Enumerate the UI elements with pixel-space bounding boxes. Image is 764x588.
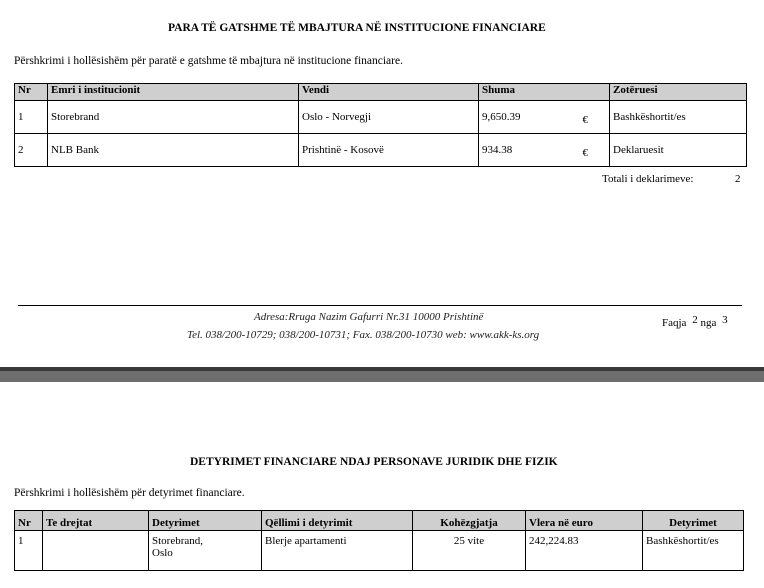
column-header-obligations: Detyrimet	[149, 511, 262, 531]
section-description-liabilities: Përshkrimi i hollësishëm për detyrimet financiare.	[14, 487, 245, 499]
row-owner: Deklaruesit	[610, 134, 747, 167]
total-label: Totali i deklarimeve:	[602, 173, 694, 185]
section-description-cash: Përshkrimi i hollësishëm për paratë e gatshme të mbajtura në institucione financiare.	[14, 55, 403, 67]
footer-address: Adresa:Rruga Nazim Gafurri Nr.31 10000 Prishtinë	[254, 311, 484, 323]
column-header-nr: Nr	[15, 511, 43, 531]
row-country: Prishtinë - Kosovë	[299, 134, 479, 167]
row-duration: 25 vite	[413, 531, 526, 571]
column-header-nr: Nr	[15, 84, 48, 101]
page-total: 3	[722, 314, 728, 326]
row-holder: Bashkëshortit/es	[643, 531, 744, 571]
row-amount: 9,650.39	[482, 111, 521, 123]
column-header-rights: Te drejtat	[43, 511, 149, 531]
row-institution: NLB Bank	[48, 134, 299, 167]
table-row	[15, 531, 744, 571]
table-row	[15, 101, 747, 134]
row-currency: €	[582, 147, 588, 159]
row-country: Oslo - Norvegji	[299, 101, 479, 134]
row-nr: 2	[15, 134, 48, 167]
column-header-owner: Zotëruesi	[610, 84, 747, 101]
section-title-liabilities: DETYRIMET FINANCIARE NDAJ PERSONAVE JURIDIK DHE FIZIK	[190, 456, 558, 468]
row-owner: Bashkëshortit/es	[610, 101, 747, 134]
page-separator: nga	[700, 317, 717, 329]
column-header-duration: Kohëzgjatja	[413, 511, 526, 531]
row-currency: €	[582, 114, 588, 126]
cash-table	[14, 83, 747, 167]
table-row	[15, 134, 747, 167]
liabilities-table	[14, 510, 744, 571]
row-obligation-line2: Oslo	[152, 547, 173, 559]
total-value: 2	[735, 173, 741, 185]
page-label: Faqja	[662, 317, 687, 329]
row-obligation	[149, 531, 262, 571]
row-amount-cell	[479, 101, 610, 134]
table-header-row	[15, 511, 744, 531]
page-current: 2	[692, 314, 698, 326]
row-nr: 1	[15, 531, 43, 571]
page-number	[662, 314, 728, 329]
row-nr: 1	[15, 101, 48, 134]
row-amount-cell	[479, 134, 610, 167]
column-header-holder: Detyrimet	[643, 511, 744, 531]
column-header-purpose: Qëllimi i detyrimit	[262, 511, 413, 531]
footer-contact: Tel. 038/200-10729; 038/200-10731; Fax. 038/200-10730 web: www.akk-ks.org	[187, 329, 540, 341]
row-amount: 934.38	[482, 144, 513, 156]
footer-divider	[18, 305, 742, 306]
page-break-gray	[0, 371, 764, 382]
section-title-cash: PARA TË GATSHME TË MBAJTURA NË INSTITUCIONE FINANCIARE	[168, 22, 546, 34]
column-header-institution: Emri i institucionit	[48, 84, 299, 101]
row-institution: Storebrand	[48, 101, 299, 134]
column-header-country: Vendi	[299, 84, 479, 101]
row-rights	[43, 531, 149, 571]
column-header-amount: Shuma	[479, 84, 610, 101]
table-header-row	[15, 84, 747, 101]
row-purpose: Blerje apartamenti	[262, 531, 413, 571]
row-obligation-line1: Storebrand,	[152, 535, 204, 547]
row-value: 242,224.83	[526, 531, 643, 571]
column-header-value: Vlera në euro	[526, 511, 643, 531]
